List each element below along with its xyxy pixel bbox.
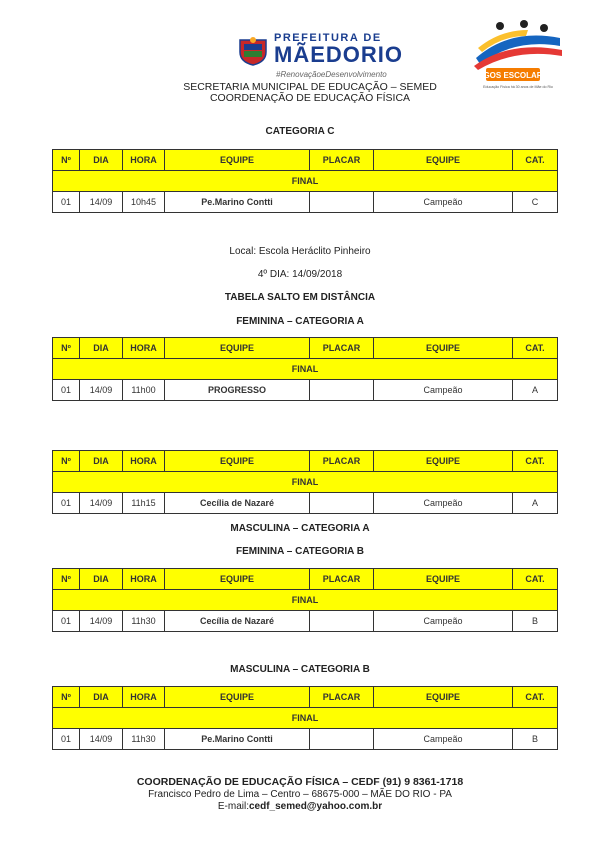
table-header-row <box>53 569 558 590</box>
game-table-5 <box>52 686 558 750</box>
footer <box>0 776 600 813</box>
footer-email-line <box>0 801 600 813</box>
col-header-category: CAT. <box>513 150 558 171</box>
cell-team1: PROGRESSO <box>165 380 310 401</box>
col-header-category: CAT. <box>513 338 558 359</box>
games-logo-text: JOGOS ESCOLARES <box>472 71 554 80</box>
col-header-team2: EQUIPE <box>374 150 513 171</box>
stage-row <box>53 472 558 493</box>
col-header-time: HORA <box>123 687 165 708</box>
brand-name: MÃEDORIO <box>274 42 403 67</box>
cell-score <box>310 380 374 401</box>
col-header-team1: EQUIPE <box>165 338 310 359</box>
event-day: 4º DIA: 14/09/2018 <box>257 269 343 280</box>
jogos-escolares-logo <box>470 18 566 90</box>
game-table-2 <box>52 337 558 401</box>
col-header-time: HORA <box>123 451 165 472</box>
col-header-score: PLACAR <box>310 687 374 708</box>
table-row <box>53 611 558 632</box>
cell-time: 11h15 <box>123 493 165 514</box>
cell-category: A <box>513 380 558 401</box>
col-header-number: Nº <box>53 338 80 359</box>
footer-email: cedf_semed@yahoo.com.br <box>249 801 383 812</box>
cell-category: A <box>513 493 558 514</box>
col-header-team2: EQUIPE <box>374 451 513 472</box>
stage-label: FINAL <box>53 359 558 380</box>
col-header-score: PLACAR <box>310 569 374 590</box>
cell-score <box>310 493 374 514</box>
col-header-number: Nº <box>53 569 80 590</box>
cell-score <box>310 192 374 213</box>
stage-row <box>53 171 558 192</box>
section-title-feminina-a: FEMININA – CATEGORIA A <box>236 316 364 327</box>
prefeitura-logo <box>236 30 406 82</box>
cell-time: 10h45 <box>123 192 165 213</box>
cell-day: 14/09 <box>80 380 123 401</box>
game-table-3 <box>52 450 558 514</box>
cell-team1: Cecília de Nazaré <box>165 493 310 514</box>
col-header-score: PLACAR <box>310 338 374 359</box>
cell-team2: Campeão <box>374 380 513 401</box>
stage-row <box>53 359 558 380</box>
cell-day: 14/09 <box>80 729 123 750</box>
table-header-row <box>53 451 558 472</box>
col-header-number: Nº <box>53 451 80 472</box>
col-header-category: CAT. <box>513 687 558 708</box>
municipal-crest-icon <box>236 36 270 66</box>
col-header-team1: EQUIPE <box>165 569 310 590</box>
table-row <box>53 380 558 401</box>
col-header-number: Nº <box>53 150 80 171</box>
col-header-number: Nº <box>53 687 80 708</box>
footer-address: Francisco Pedro de Lima – Centro – 68675-000 – MÃE DO RIO - PA <box>148 789 452 800</box>
table-row <box>53 192 558 213</box>
col-header-team2: EQUIPE <box>374 687 513 708</box>
cell-category: B <box>513 611 558 632</box>
col-header-day: DIA <box>80 451 123 472</box>
stage-label: FINAL <box>53 171 558 192</box>
stage-label: FINAL <box>53 472 558 493</box>
stage-label: FINAL <box>53 708 558 729</box>
cell-team2: Campeão <box>374 611 513 632</box>
cell-team1: Pe.Marino Contti <box>165 729 310 750</box>
col-header-day: DIA <box>80 569 123 590</box>
col-header-day: DIA <box>80 687 123 708</box>
cell-time: 11h30 <box>123 729 165 750</box>
stage-row <box>53 590 558 611</box>
table-header-row <box>53 687 558 708</box>
col-header-time: HORA <box>123 150 165 171</box>
brand-tagline: #RenovaçãoeDesenvolvimento <box>276 70 387 79</box>
cell-number: 01 <box>53 493 80 514</box>
secretaria-line: SECRETARIA MUNICIPAL DE EDUCAÇÃO – SEMED <box>183 81 437 93</box>
cell-number: 01 <box>53 192 80 213</box>
table-row <box>53 729 558 750</box>
col-header-category: CAT. <box>513 569 558 590</box>
table-row <box>53 493 558 514</box>
cell-score <box>310 729 374 750</box>
cell-number: 01 <box>53 729 80 750</box>
cell-time: 11h00 <box>123 380 165 401</box>
col-header-day: DIA <box>80 150 123 171</box>
cell-day: 14/09 <box>80 192 123 213</box>
col-header-time: HORA <box>123 569 165 590</box>
cell-number: 01 <box>53 380 80 401</box>
game-table-1 <box>52 149 558 213</box>
cell-team2: Campeão <box>374 493 513 514</box>
col-header-category: CAT. <box>513 451 558 472</box>
coordenacao-line: COORDENAÇÃO DE EDUCAÇÃO FÍSICA <box>209 92 411 104</box>
cell-time: 11h30 <box>123 611 165 632</box>
stage-label: FINAL <box>53 590 558 611</box>
col-header-day: DIA <box>80 338 123 359</box>
table-header-row <box>53 150 558 171</box>
col-header-team1: EQUIPE <box>165 150 310 171</box>
col-header-team2: EQUIPE <box>374 569 513 590</box>
stage-row <box>53 708 558 729</box>
cell-team1: Cecília de Nazaré <box>165 611 310 632</box>
col-header-team1: EQUIPE <box>165 451 310 472</box>
cell-team2: Campeão <box>374 729 513 750</box>
cell-team1: Pe.Marino Contti <box>165 192 310 213</box>
cell-category: C <box>513 192 558 213</box>
cell-number: 01 <box>53 611 80 632</box>
cell-score <box>310 611 374 632</box>
col-header-time: HORA <box>123 338 165 359</box>
footer-coordination: COORDENAÇÃO DE EDUCAÇÃO FÍSICA – CEDF (91) 9 8361-1718 <box>136 776 464 788</box>
col-header-team1: EQUIPE <box>165 687 310 708</box>
department-block <box>180 82 440 104</box>
section-title-masculina-b: MASCULINA – CATEGORIA B <box>230 664 370 675</box>
letterhead <box>0 0 600 112</box>
table-header-row <box>53 338 558 359</box>
event-table-title: TABELA SALTO EM DISTÂNCIA <box>224 292 376 303</box>
game-table-4 <box>52 568 558 632</box>
event-location: Local: Escola Heráclito Pinheiro <box>229 246 371 257</box>
section-title-masculina-a: MASCULINA – CATEGORIA A <box>230 523 370 534</box>
cell-team2: Campeão <box>374 192 513 213</box>
section-title-categoria-c: CATEGORIA C <box>265 126 335 137</box>
footer-email-label: E-mail: <box>217 801 249 812</box>
cell-day: 14/09 <box>80 493 123 514</box>
col-header-team2: EQUIPE <box>374 338 513 359</box>
brand-prefix: PREFEITURA DE <box>274 32 382 44</box>
col-header-score: PLACAR <box>310 150 374 171</box>
section-title-feminina-b: FEMININA – CATEGORIA B <box>236 546 364 557</box>
col-header-score: PLACAR <box>310 451 374 472</box>
cell-category: B <box>513 729 558 750</box>
games-logo-subtitle: Educação Física há 30 anos de Mãe do Rio <box>483 85 553 89</box>
cell-day: 14/09 <box>80 611 123 632</box>
